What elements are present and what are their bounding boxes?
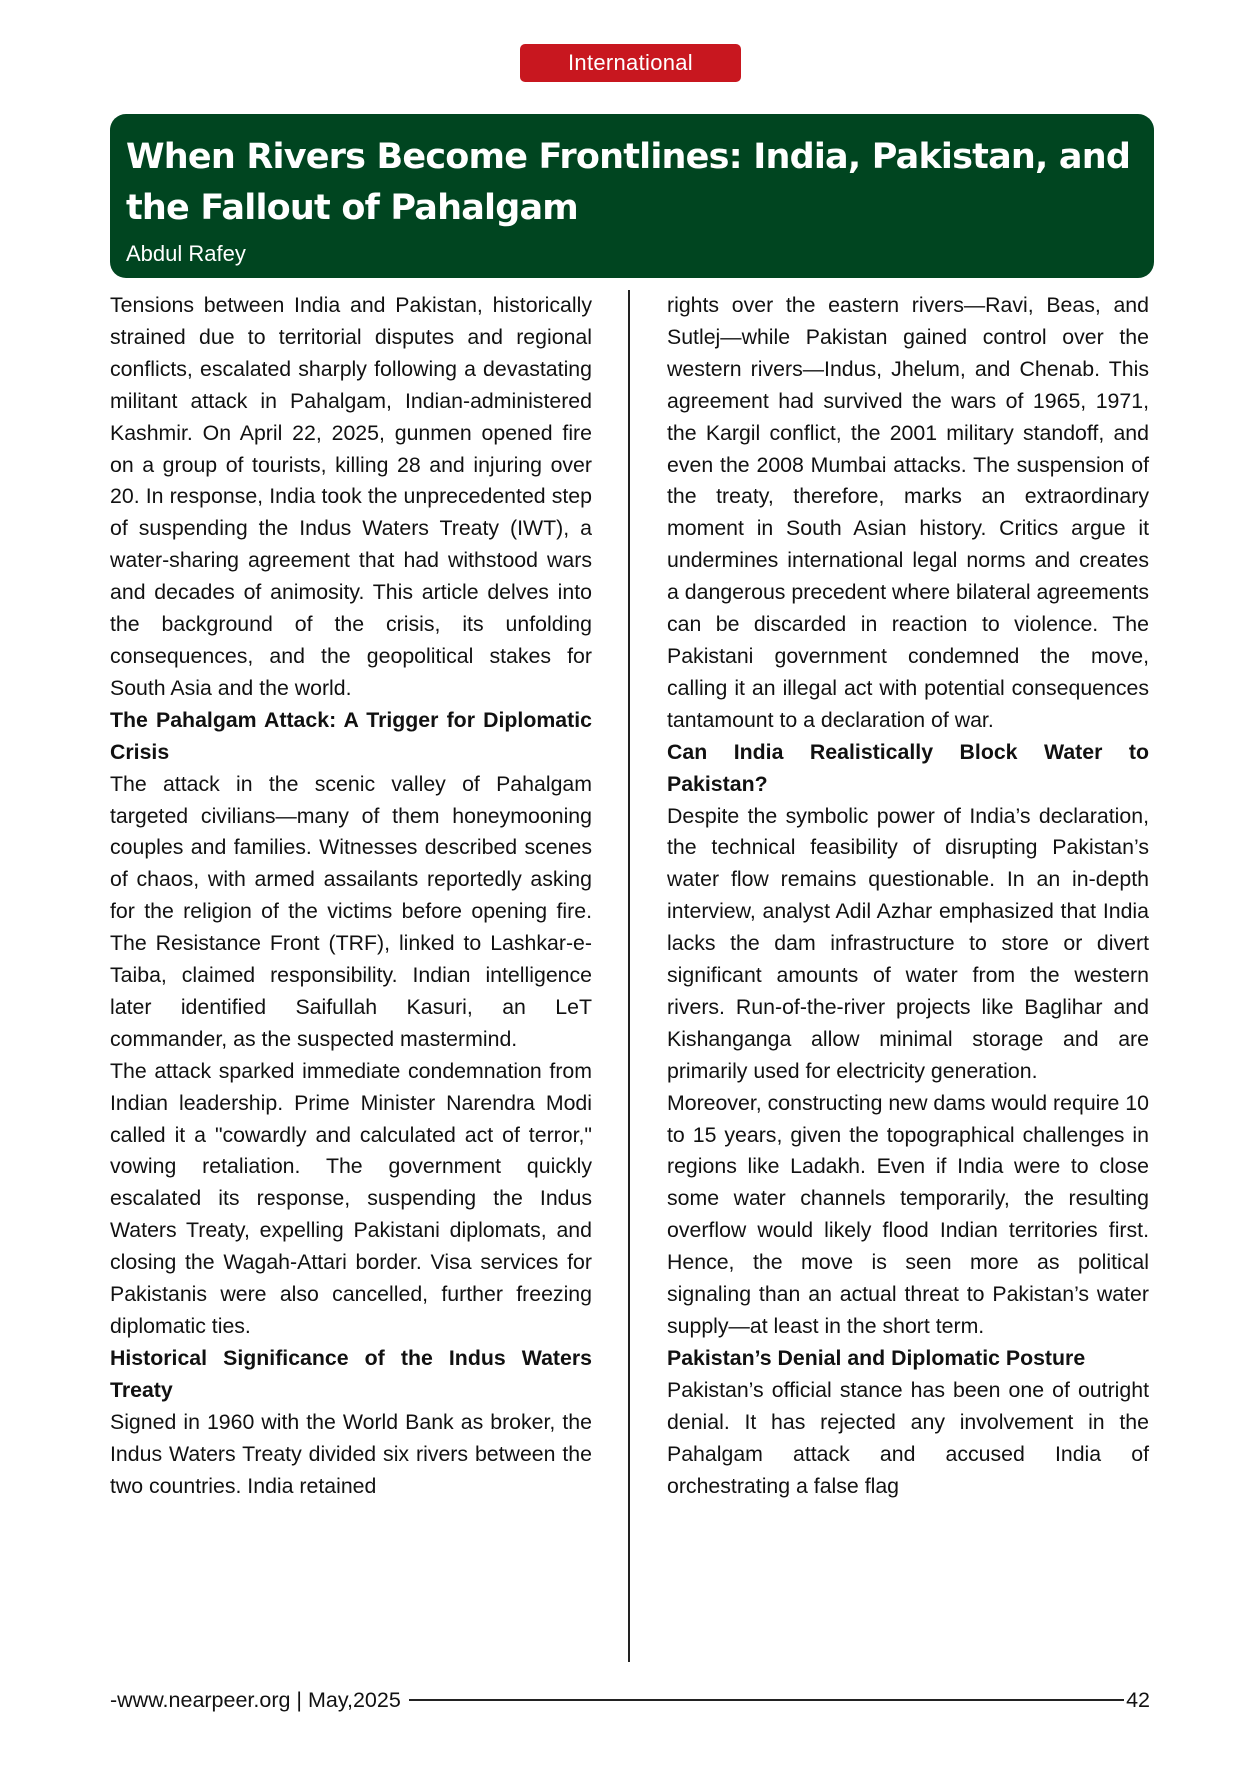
column-divider [628,290,630,1662]
page-footer [110,1685,1150,1715]
article-header [110,114,1154,278]
left-column [110,290,592,1502]
section-heading: The Pahalgam Attack: A Trigger for Diplomatic Crisis [110,707,592,764]
paragraph: The attack sparked immediate condemnation from Indian leadership. Prime Minister Narendra Modi called it a "cowardly and calculated act of terror," vowing retaliation. The government quickly escalated its response, suspending the Indus Waters Treaty, expelling Pakistani diplomats, and closing the Wagah-Attari border. Visa services for Pakistanis were also cancelled, further freezing diplomatic ties. [110,1058,592,1338]
paragraph: Tensions between India and Pakistan, historically strained due to territorial disputes and regional conflicts, escalated sharply following a devastating militant attack in Pahalgam, Indian-administered Kashmir. On April 22, 2025, gunmen opened fire on a group of tourists, killing 28 and injuring over 20. In response, India took the unprecedented step of suspending the Indus Waters Treaty (IWT), a water-sharing agreement that had withstood wars and decades of animosity. This article delves into the background of the crisis, its unfolding consequences, and the geopolitical stakes for South Asia and the world. [110,293,592,700]
paragraph: Despite the symbolic power of India’s declaration, the technical feasibility of disrupting Pakistan’s water flow remains questionable. In an in-depth interview, analyst Adil Azhar emphasized that India lacks the dam infrastructure to store or divert significant amounts of water from the western rivers. Run-of-the-river projects like Baglihar and Kishanganga allow minimal storage and are primarily used for electricity generation. [667,803,1149,1083]
footer-rule [409,1699,1124,1701]
paragraph: Moreover, constructing new dams would require 10 to 15 years, given the topographical challenges in regions like Ladakh. Even if India were to close some water channels temporarily, the resulting overflow would likely flood Indian territories first. Hence, the move is seen more as political signaling than an actual threat to Pakistan’s water supply—at least in the short term. [667,1090,1149,1338]
paragraph: Pakistan’s official stance has been one of outright denial. It has rejected any involvement in the Pahalgam attack and accused India of orchestrating a false flag [667,1377,1149,1498]
article-title: When Rivers Become Frontlines: India, Pakistan, and the Fallout of Pahalgam [126,137,1131,228]
right-column [667,290,1149,1502]
section-badge: International [520,44,741,82]
paragraph: Signed in 1960 with the World Bank as broker, the Indus Waters Treaty divided six rivers between the two countries. India retained [110,1409,592,1498]
article-author: Abdul Rafey [126,241,246,266]
section-heading: Pakistan’s Denial and Diplomatic Posture [667,1345,1086,1370]
section-heading: Historical Significance of the Indus Waters Treaty [110,1345,592,1402]
section-heading: Can India Realistically Block Water to Pakistan? [667,739,1149,796]
paragraph: rights over the eastern rivers—Ravi, Beas, and Sutlej—while Pakistan gained control over the western rivers—Indus, Jhelum, and Chenab. This agreement had survived the wars of 1965, 1971, the Kargil conflict, the 2001 military standoff, and even the 2008 Mumbai attacks. The suspension of the treaty, therefore, marks an extraordinary moment in South Asian history. Critics argue it undermines international legal norms and creates a dangerous precedent where bilateral agreements can be discarded in reaction to violence. The Pakistani government condemned the move, calling it an illegal act with potential consequences tantamount to a declaration of war. [667,293,1149,732]
footer-source: -www.nearpeer.org | May,2025 [110,1687,401,1712]
page-number: 42 [1126,1687,1150,1712]
paragraph: The attack in the scenic valley of Pahalgam targeted civilians—many of them honeymooning couples and families. Witnesses described scenes of chaos, with armed assailants reportedly asking for the religion of the victims before opening fire. The Resistance Front (TRF), linked to Lashkar-e-Taiba, claimed responsibility. Indian intelligence later identified Saifullah Kasuri, an LeT commander, as the suspected mastermind. [110,771,592,1051]
